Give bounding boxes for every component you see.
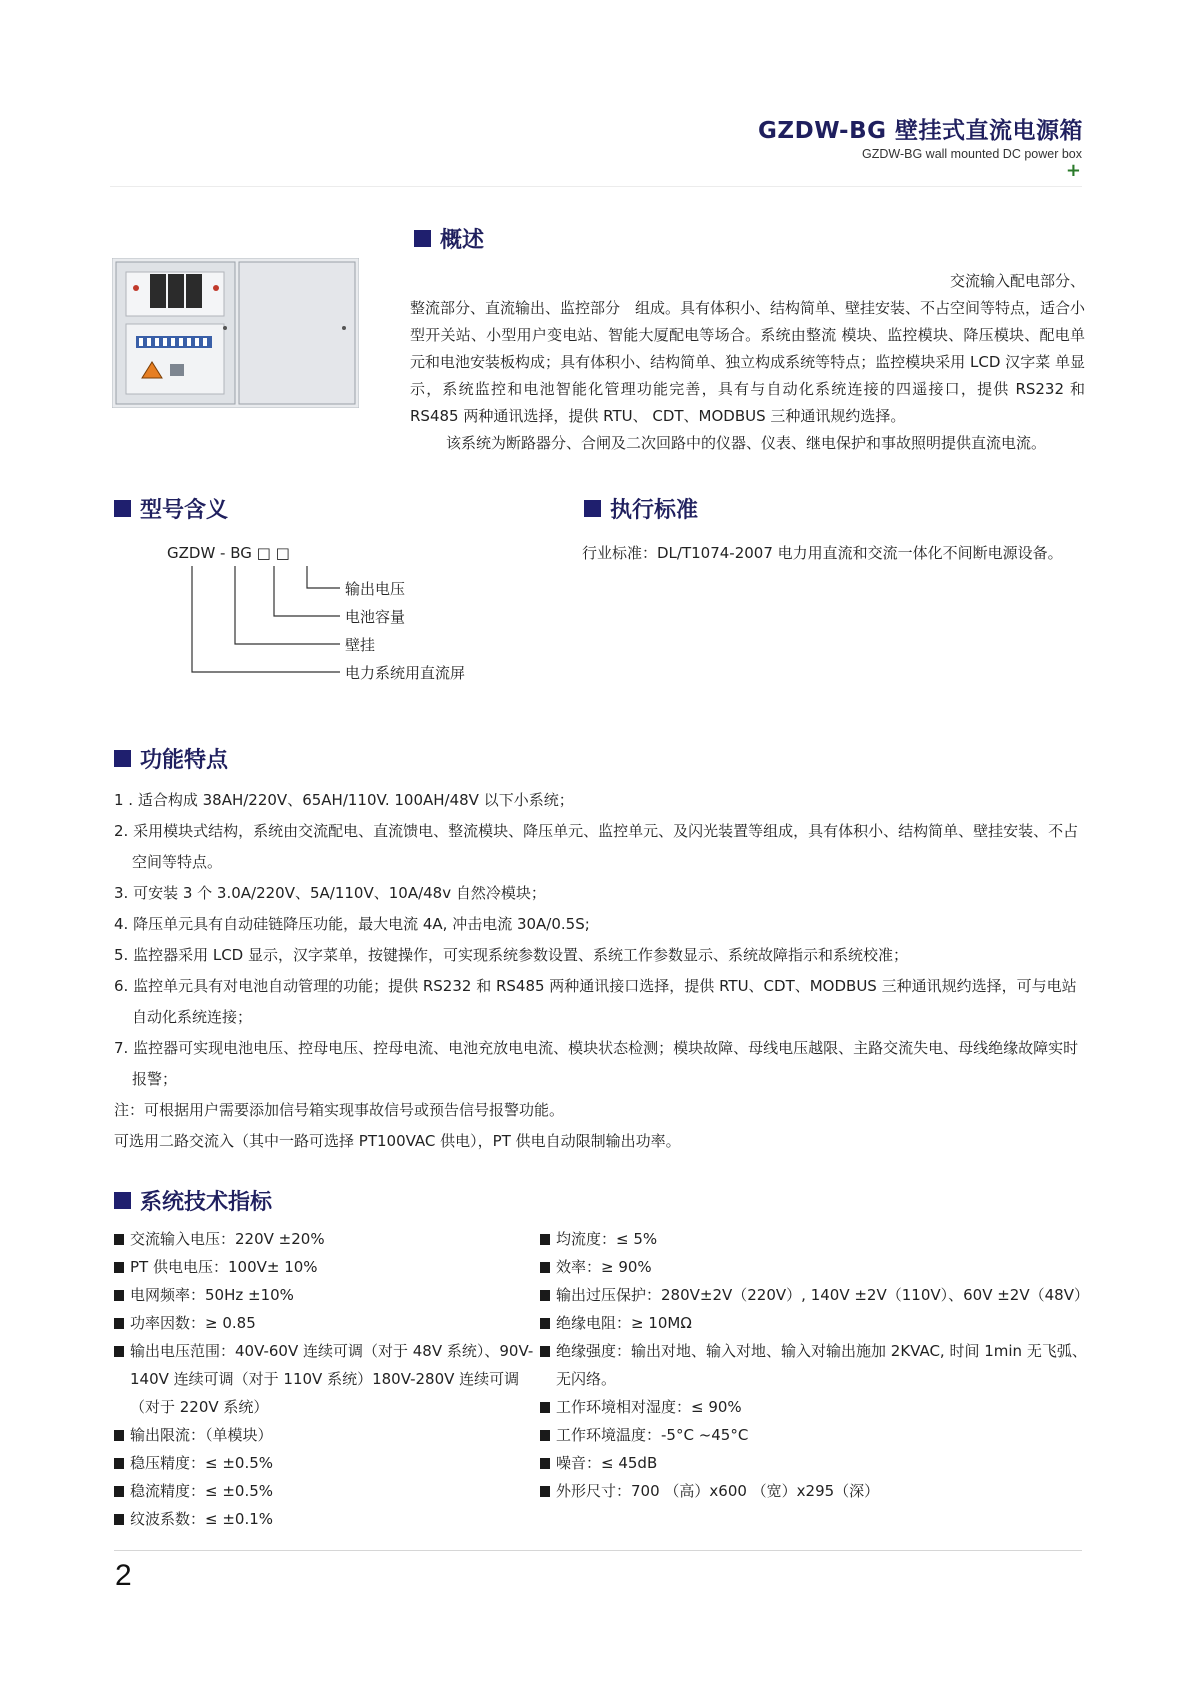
square-bullet-icon: [540, 1234, 550, 1245]
spec-item: 外形尺寸：700 （高）x600 （宽）x295（深）: [540, 1477, 1090, 1505]
square-bullet-icon: [114, 750, 131, 767]
spec-item: 效率：≥ 90%: [540, 1253, 1090, 1281]
header-divider: [110, 186, 1082, 187]
square-bullet-icon: [540, 1262, 550, 1273]
spec-item: 均流度：≤ 5%: [540, 1225, 1090, 1253]
model-label-dc-panel: 电力系统用直流屏: [345, 664, 466, 682]
standard-heading: [584, 493, 698, 524]
spec-item: 工作环境相对湿度：≤ 90%: [540, 1393, 1090, 1421]
specs-heading: [114, 1185, 272, 1216]
plus-icon: +: [1065, 160, 1081, 181]
spec-item: 工作环境温度：-5°C ~45°C: [540, 1421, 1090, 1449]
document-subtitle: GZDW-BG wall mounted DC power box: [862, 147, 1082, 161]
model-label-output-voltage: 输出电压: [345, 580, 406, 598]
square-bullet-icon: [540, 1486, 550, 1497]
square-bullet-icon: [114, 1430, 124, 1441]
spec-item: 稳压精度：≤ ±0.5%: [114, 1449, 534, 1477]
square-bullet-icon: [540, 1458, 550, 1469]
square-bullet-icon: [540, 1346, 550, 1357]
footer-divider: [114, 1550, 1082, 1551]
product-image: [112, 258, 359, 408]
square-bullet-icon: [540, 1430, 550, 1441]
square-bullet-icon: [114, 1234, 124, 1245]
specs-right-column: [540, 1225, 1090, 1505]
feature-item: 6. 监控单元具有对电池自动管理的功能；提供 RS232 和 RS485 两种通讯接口选择，提供 RTU、CDT、MODBUS 三种通讯规约选择，可与电站自动化系统连接；: [114, 977, 1077, 1026]
spec-item: 输出过压保护：280V±2V（220V）, 140V ±2V（110V）、60V ±2V（48V）: [540, 1281, 1090, 1309]
square-bullet-icon: [414, 230, 431, 247]
page-number: 2: [115, 1559, 132, 1592]
document-title: GZDW-BG 壁挂式直流电源箱: [758, 118, 1083, 144]
feature-note: 可选用二路交流入（其中一路可选择 PT100VAC 供电），PT 供电自动限制输出功率。: [114, 1132, 681, 1150]
square-bullet-icon: [584, 500, 601, 517]
spec-item: 输出电压范围：40V-60V 连续可调（对于 48V 系统）、90V-140V 连续可调（对于 110V 系统）180V-280V 连续可调（对于 220V 系统）: [114, 1337, 534, 1421]
overview-line-2: 整流部分、直流输出、监控部分 组成。具有体积小、结构简单、壁挂安装、不占空间等特点，适合小型开关站、小型用户变电站、智能大厦配电等场合。系统由整流 模块、监控模块、降压模块、配电单元和电池安装板构成；具有体积小、结构简单、独立构成系统等特点；监控模块采用 LCD 汉字菜 单显示，系统监控和电池智能化管理功能完善，具有与自动化系统连接的四遥接口，提供 RS232 和 RS485 两种通讯选择，提供 RTU、 CDT、MODBUS 三种通讯规约选择。: [410, 299, 1086, 425]
spec-item: 交流输入电压：220V ±20%: [114, 1225, 534, 1253]
square-bullet-icon: [540, 1290, 550, 1301]
feature-item: 1 . 适合构成 38AH/220V、65AH/110V. 100AH/48V 以下小系统；: [114, 791, 574, 809]
overview-heading-text: 概述: [440, 228, 485, 253]
feature-note: 注：可根据用户需要添加信号箱实现事故信号或预告信号报警功能。: [114, 1101, 565, 1119]
features-heading: [114, 743, 228, 774]
square-bullet-icon: [540, 1402, 550, 1413]
overview-text: [410, 268, 1085, 457]
overview-heading: [414, 223, 484, 254]
model-bracket-diagram: [190, 566, 345, 686]
square-bullet-icon: [114, 1486, 124, 1497]
spec-item: 功率因数：≥ 0.85: [114, 1309, 534, 1337]
spec-item: PT 供电电压：100V± 10%: [114, 1253, 534, 1281]
spec-item: 噪音：≤ 45dB: [540, 1449, 1090, 1477]
overview-line-3: 该系统为断路器分、合闸及二次回路中的仪器、仪表、继电保护和事故照明提供直流电流。: [446, 434, 1047, 452]
spec-item: 纹波系数：≤ ±0.1%: [114, 1505, 534, 1533]
square-bullet-icon: [114, 1262, 124, 1273]
square-bullet-icon: [114, 1458, 124, 1469]
feature-item: 2. 采用模块式结构，系统由交流配电、直流馈电、整流模块、降压单元、监控单元、及闪光装置等组成，具有体积小、结构简单、壁挂安装、不占空间等特点。: [114, 822, 1079, 871]
feature-item: 3. 可安装 3 个 3.0A/220V、5A/110V、10A/48v 自然冷模块；: [114, 884, 546, 902]
model-label-wall-mount: 壁挂: [345, 636, 376, 654]
feature-item: 4. 降压单元具有自动硅链降压功能，最大电流 4A, 冲击电流 30A/0.5S;: [114, 915, 590, 933]
model-code: GZDW - BG □ □: [167, 544, 290, 562]
square-bullet-icon: [114, 1318, 124, 1329]
model-heading: [114, 493, 228, 524]
overview-line-1: 交流输入配电部分、: [949, 272, 1085, 290]
square-bullet-icon: [540, 1318, 550, 1329]
features-heading-text: 功能特点: [140, 748, 229, 773]
specs-left-column: [114, 1225, 534, 1533]
spec-item: 绝缘电阻：≥ 10MΩ: [540, 1309, 1090, 1337]
standard-heading-text: 执行标准: [610, 498, 699, 523]
spec-item: 稳流精度：≤ ±0.5%: [114, 1477, 534, 1505]
square-bullet-icon: [114, 1514, 124, 1525]
spec-item: 绝缘强度：输出对地、输入对地、输入对输出施加 2KVAC, 时间 1min 无飞弧、无闪络。: [540, 1337, 1090, 1393]
model-heading-text: 型号含义: [140, 498, 229, 523]
feature-item: 5. 监控器采用 LCD 显示，汉字菜单，按键操作，可实现系统参数设置、系统工作参数显示、系统故障指示和系统校准；: [114, 946, 909, 964]
specs-heading-text: 系统技术指标: [140, 1190, 273, 1215]
square-bullet-icon: [114, 500, 131, 517]
square-bullet-icon: [114, 1192, 131, 1209]
spec-item: 电网频率：50Hz ±10%: [114, 1281, 534, 1309]
features-list: [114, 785, 1084, 1157]
spec-item: 输出限流：（单模块）: [114, 1421, 534, 1449]
model-label-battery-capacity: 电池容量: [345, 608, 406, 626]
standard-text: 行业标准：DL/T1074-2007 电力用直流和交流一体化不间断电源设备。: [582, 544, 1063, 562]
square-bullet-icon: [114, 1290, 124, 1301]
feature-item: 7. 监控器可实现电池电压、控母电压、控母电流、电池充放电电流、模块状态检测；模块故障、母线电压越限、主路交流失电、母线绝缘故障实时报警；: [114, 1039, 1079, 1088]
square-bullet-icon: [114, 1346, 124, 1357]
